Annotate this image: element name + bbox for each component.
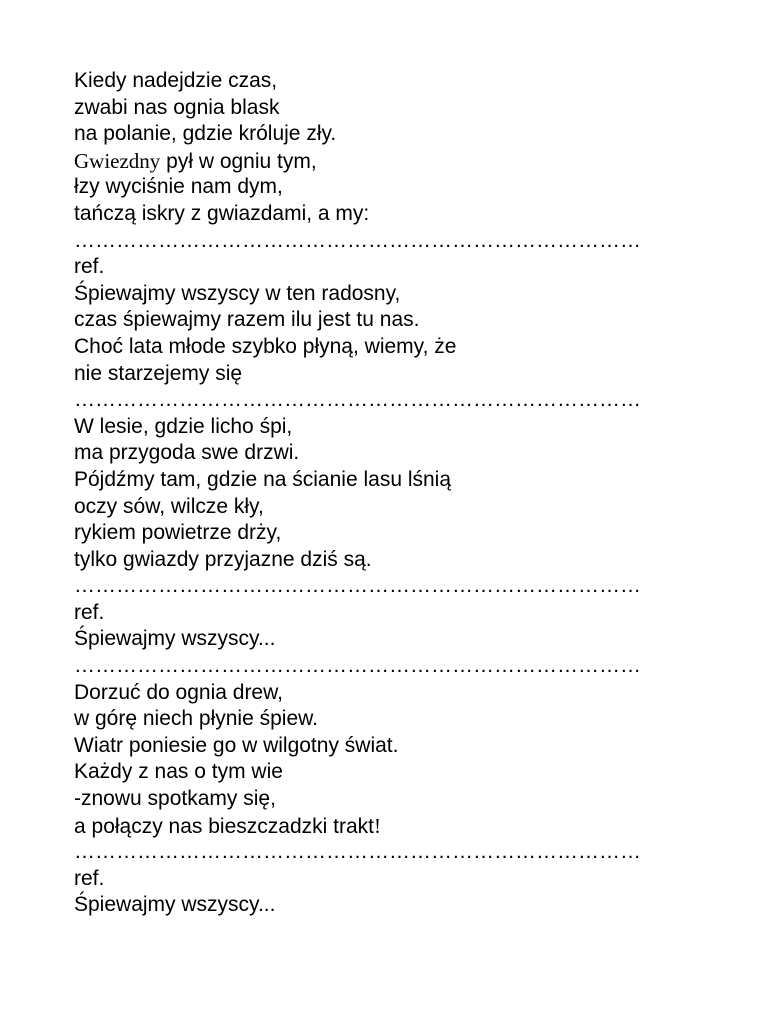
song-lyrics-page: [74, 68, 694, 919]
verse-3-line-5: -znowu spotkamy się,: [74, 787, 276, 811]
verse-3-line-6-mark: !: [373, 813, 381, 838]
separator-dots: ………………………………………………………………………: [74, 840, 641, 864]
verse-3-line-4: Każdy z nas o tym wie: [74, 760, 283, 784]
verse-3-line-3: Wiatr poniesie go w wilgotny świat.: [74, 733, 399, 757]
verse-1-line-6: tańczą iskry z gwiazdami, a my:: [74, 201, 370, 225]
verse-2-line-1: W lesie, gdzie licho śpi,: [74, 414, 293, 438]
refrain-line-3: Choć lata młode szybko płyną, wiemy, że: [74, 334, 457, 358]
verse-3-line-6-text: a połączy nas bieszczadzki trakt: [74, 814, 374, 838]
verse-1-line-4-word: Gwiezdny: [74, 148, 161, 173]
verse-1-line-1: Kiedy nadejdzie czas,: [74, 69, 278, 92]
verse-1-line-3: na polanie, gdzie króluje zły.: [74, 122, 337, 146]
verse-3-line-1: Dorzuć do ognia drew,: [74, 680, 283, 704]
refrain-line-2: czas śpiewajmy razem ilu jest tu nas.: [74, 308, 420, 332]
verse-3-line-6: [74, 813, 694, 840]
refrain-short: Śpiewajmy wszyscy...: [74, 627, 276, 651]
separator-dots: ………………………………………………………………………: [74, 654, 641, 678]
refrain-line-1: Śpiewajmy wszyscy w ten radosny,: [74, 281, 401, 305]
refrain-short: Śpiewajmy wszyscy...: [74, 893, 276, 917]
separator-dots: ………………………………………………………………………: [74, 228, 641, 252]
refrain-line-4: nie starzejemy się: [74, 361, 243, 385]
verse-1-line-4-rest: pył w ogniu tym,: [160, 149, 317, 173]
verse-2-line-6: tylko gwiazdy przyjazne dziś są.: [74, 547, 372, 571]
separator-dots: ………………………………………………………………………: [74, 574, 641, 598]
verse-1-line-2: zwabi nas ognia blask: [74, 95, 280, 119]
verse-2-line-2: ma przygoda swe drzwi.: [74, 441, 300, 465]
verse-3-line-2: w górę niech płynie śpiew.: [74, 707, 318, 731]
verse-2-line-5: rykiem powietrze drży,: [74, 521, 282, 545]
refrain-label: ref.: [74, 255, 105, 279]
separator-dots: ………………………………………………………………………: [74, 388, 641, 412]
refrain-label: ref.: [74, 866, 105, 890]
verse-2-line-4: oczy sów, wilcze kły,: [74, 494, 264, 518]
refrain-label: ref.: [74, 600, 105, 624]
verse-1-line-5: łzy wyciśnie nam dym,: [74, 175, 283, 199]
verse-1-line-4: [74, 148, 694, 175]
verse-2-line-3: Pójdźmy tam, gdzie na ścianie lasu lśnią: [74, 467, 452, 491]
